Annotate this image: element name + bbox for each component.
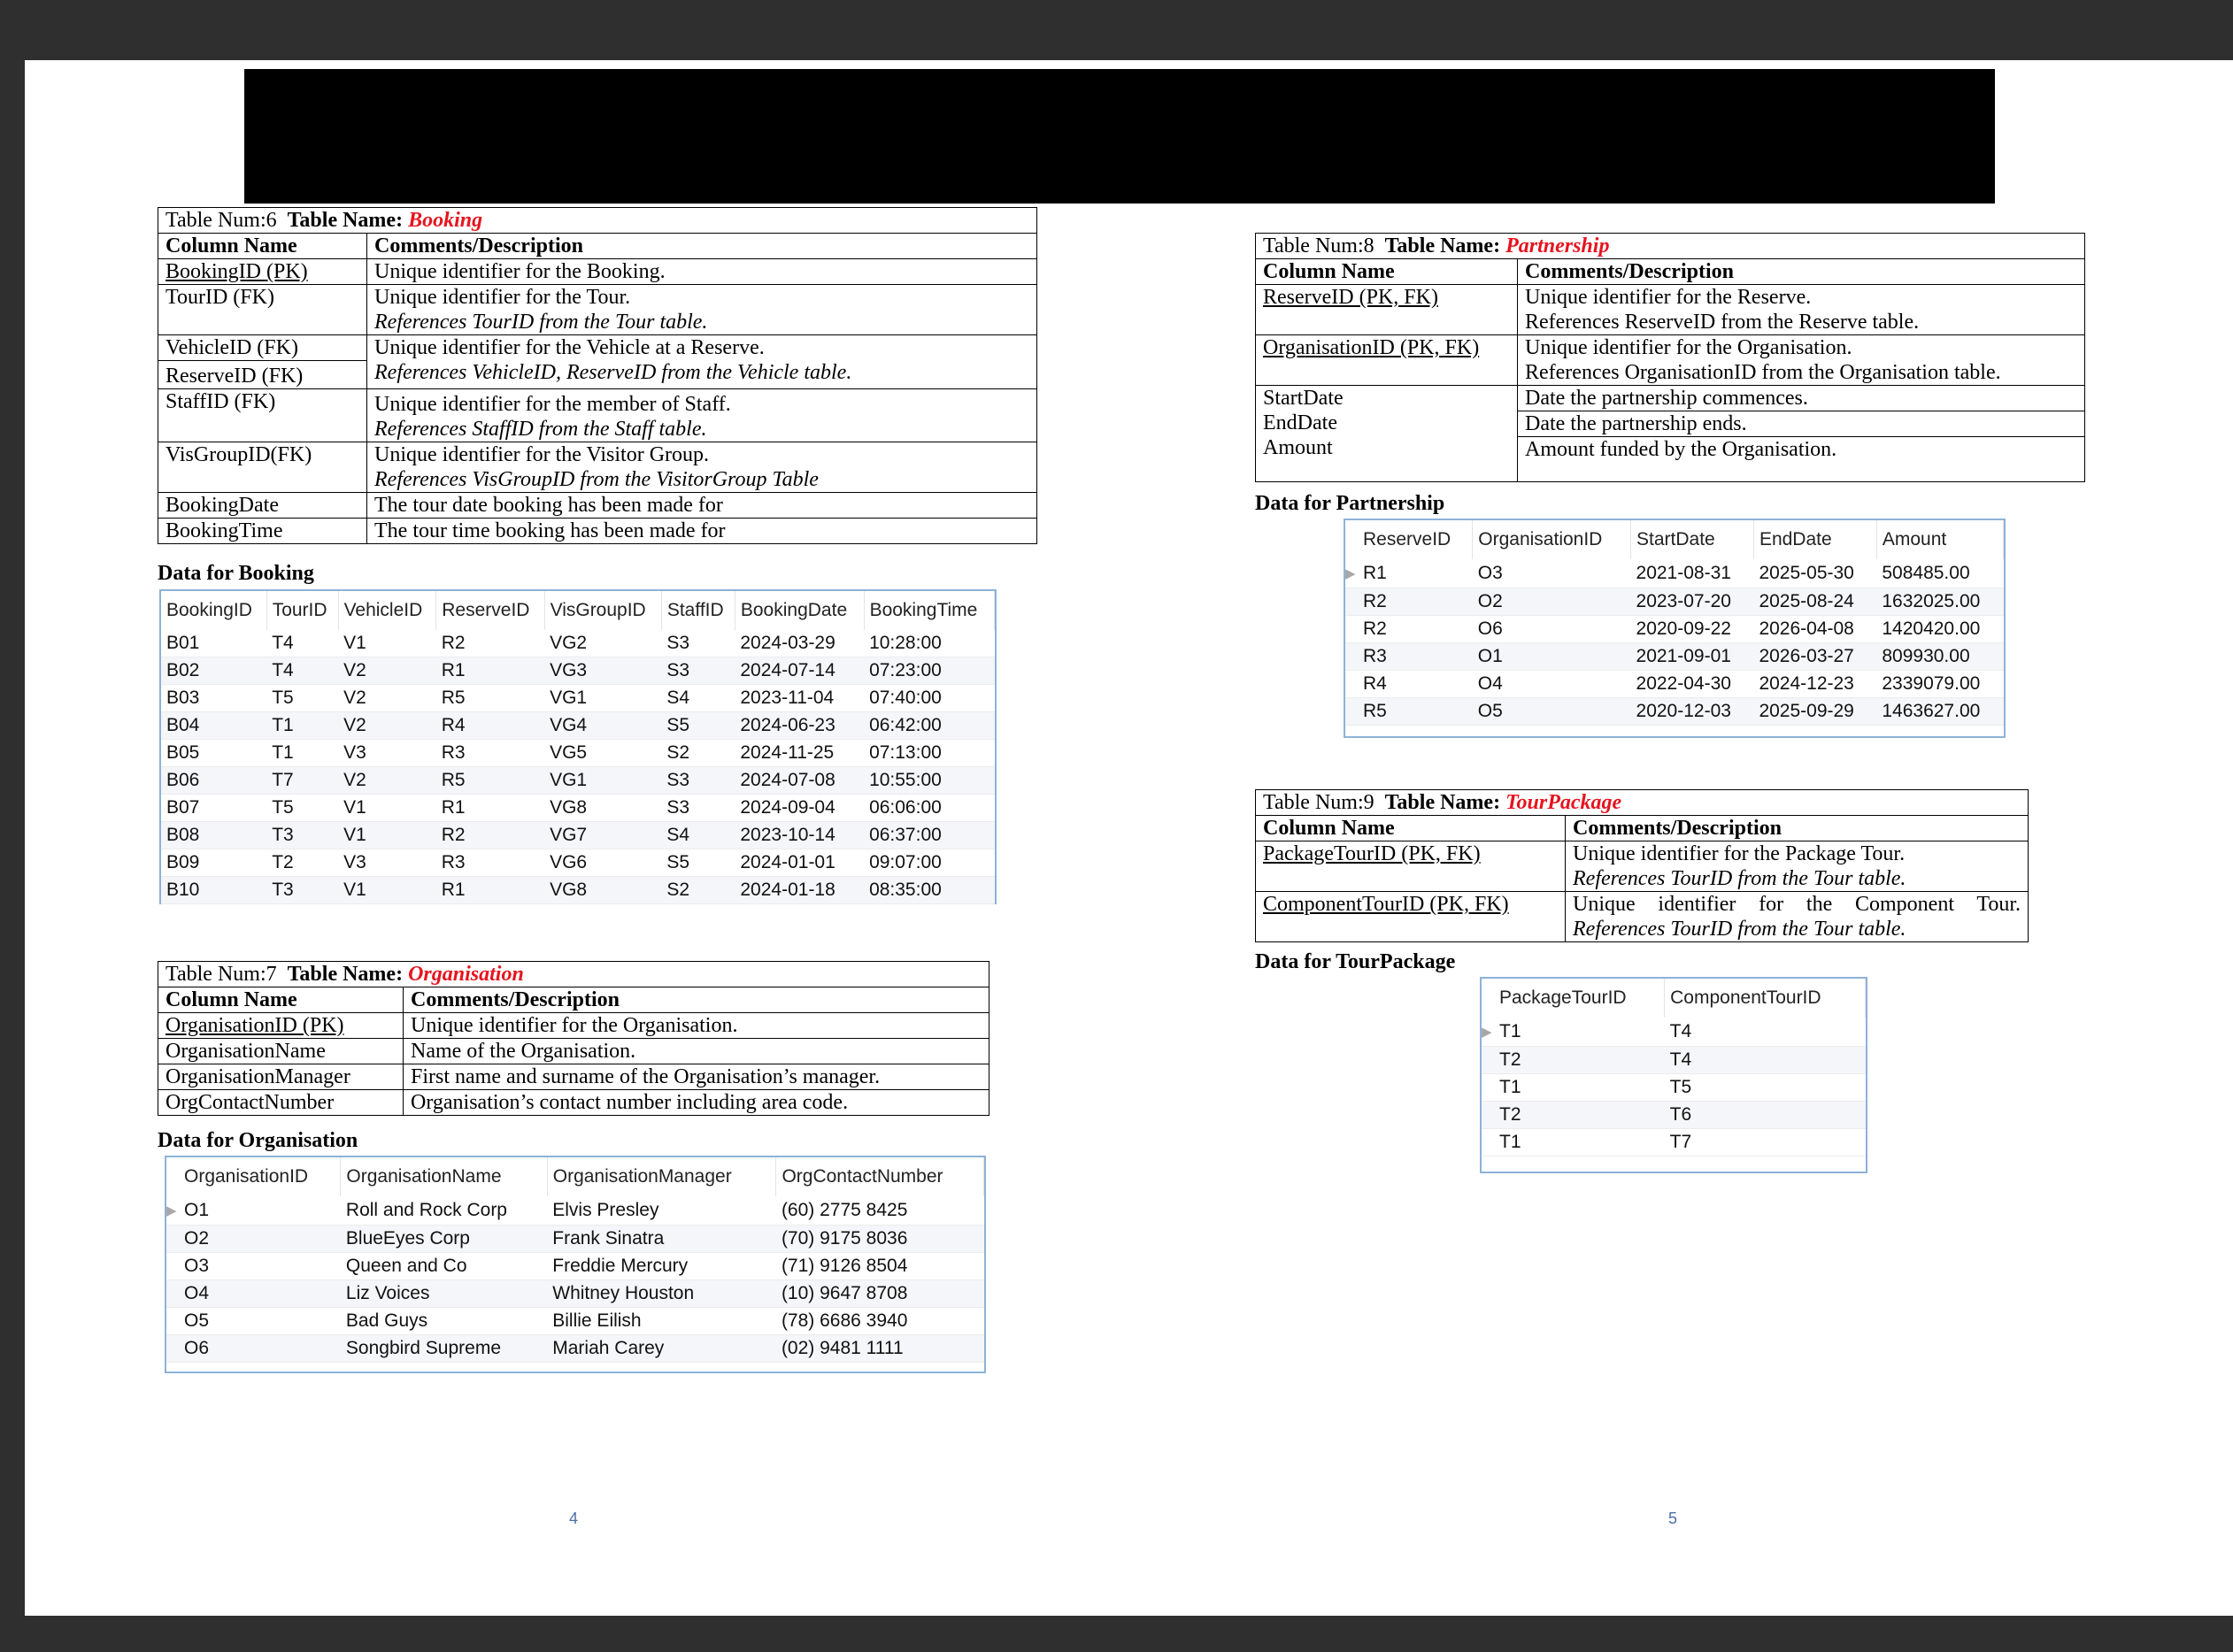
- description-cell: Unique identifier for the Reserve. References ReserveID from the Reserve table.: [1518, 285, 2085, 335]
- grid-cell: T1: [272, 742, 294, 763]
- grid-cell: V1: [343, 880, 366, 900]
- grid-cell: 06:37:00: [869, 825, 942, 845]
- booking-data-label: Data for Booking: [158, 562, 314, 585]
- grid-column-header[interactable]: BookingDate: [735, 591, 864, 630]
- grid-cell: Frank Sinatra: [552, 1228, 665, 1249]
- grid-cell: S5: [666, 852, 690, 872]
- grid-cell: VG5: [550, 742, 588, 763]
- row-selector: [1482, 1129, 1494, 1156]
- grid-cell: V2: [343, 770, 366, 790]
- grid-cell: T7: [1669, 1132, 1692, 1152]
- triangle-right-icon: ▶: [1482, 1025, 1492, 1040]
- grid-cell: O4: [184, 1283, 210, 1303]
- grid-cell: S3: [666, 770, 690, 790]
- booking-schema-table: [158, 207, 1037, 544]
- grid-column-header[interactable]: TourID: [266, 591, 338, 630]
- grid-cell: VG2: [550, 633, 588, 653]
- grid-cell: R1: [441, 797, 466, 818]
- grid-cell: R2: [1363, 619, 1387, 639]
- row-selector: [1482, 1102, 1494, 1129]
- table-name: TourPackage: [1505, 791, 1622, 814]
- grid-row[interactable]: [1482, 1047, 1866, 1074]
- column-name-cell: VisGroupID(FK): [158, 442, 367, 493]
- column-name-cell: ReserveID (FK): [158, 361, 367, 389]
- grid-column-header[interactable]: StaffID: [661, 591, 735, 630]
- column-name-cell: VehicleID (FK): [158, 335, 367, 361]
- description-cell: First name and surname of the Organisation’s manager.: [404, 1064, 989, 1090]
- grid-column-header[interactable]: Amount: [1876, 520, 2003, 559]
- grid-cell: B06: [166, 770, 200, 790]
- description-cell: The tour time booking has been made for: [367, 519, 1037, 544]
- grid-cell: 2020-09-22: [1636, 619, 1731, 639]
- grid-cell: 2021-08-31: [1636, 563, 1731, 583]
- grid-cell: R5: [441, 688, 466, 708]
- grid-cell: 2024-12-23: [1759, 673, 1854, 694]
- description-cell: Amount funded by the Organisation.: [1518, 437, 2085, 482]
- grid-row[interactable]: [166, 1308, 984, 1335]
- grid-cell: T1: [1499, 1077, 1521, 1097]
- grid-cell: Queen and Co: [345, 1256, 467, 1276]
- grid-cell: 2020-12-03: [1636, 701, 1731, 721]
- column-header: Comments/Description: [404, 987, 989, 1013]
- grid-cell: 2024-07-08: [740, 770, 835, 790]
- grid-column-header[interactable]: ComponentTourID: [1665, 979, 1866, 1018]
- grid-row[interactable]: [166, 1253, 984, 1280]
- grid-cell: V2: [343, 660, 366, 680]
- grid-cell: 809930.00: [1882, 646, 1970, 666]
- grid-cell: (78) 6686 3940: [781, 1310, 908, 1331]
- grid-row[interactable]: [161, 822, 995, 849]
- row-selector: [1345, 698, 1358, 726]
- grid-cell: S3: [666, 660, 690, 680]
- grid-cell: O3: [1477, 563, 1503, 583]
- grid-row[interactable]: [1345, 616, 2004, 643]
- tourpackage-data-grid: [1480, 977, 1867, 1173]
- grid-row[interactable]: [1482, 1018, 1866, 1047]
- grid-cell: O2: [184, 1228, 210, 1249]
- grid-cell: O1: [184, 1200, 210, 1220]
- grid-cell: (02) 9481 1111: [781, 1338, 904, 1358]
- booking-data-grid: [159, 589, 997, 904]
- grid-cell: S4: [666, 825, 690, 845]
- grid-cell: 2024-01-18: [740, 880, 835, 900]
- grid-cell: T4: [1669, 1049, 1692, 1070]
- grid-row[interactable]: [1482, 1102, 1866, 1129]
- grid-row[interactable]: [1345, 588, 2004, 616]
- grid-row[interactable]: [1482, 1074, 1866, 1102]
- grid-row[interactable]: [161, 685, 995, 712]
- grid-row[interactable]: [161, 767, 995, 795]
- grid-cell: V2: [343, 715, 366, 735]
- grid-cell: R1: [441, 660, 466, 680]
- description-cell: Name of the Organisation.: [404, 1039, 989, 1064]
- grid-cell: VG4: [550, 715, 588, 735]
- grid-cell: T1: [1499, 1021, 1521, 1041]
- grid-column-header[interactable]: OrganisationID: [1473, 520, 1631, 559]
- grid-column-header[interactable]: OrganisationName: [341, 1157, 547, 1196]
- row-selector: [1345, 671, 1358, 698]
- grid-cell: Elvis Presley: [552, 1200, 659, 1220]
- tourpackage-data-label: Data for TourPackage: [1255, 950, 1456, 973]
- grid-cell: 10:28:00: [869, 633, 942, 653]
- row-selector: [1482, 1047, 1494, 1074]
- triangle-right-icon: ▶: [166, 1203, 177, 1218]
- grid-row[interactable]: [161, 630, 995, 657]
- grid-cell: 1420420.00: [1882, 619, 1981, 639]
- row-selector: [1345, 643, 1358, 671]
- grid-cell: VG8: [550, 880, 588, 900]
- grid-cell: (10) 9647 8708: [781, 1283, 908, 1303]
- column-header: Column Name: [1256, 816, 1566, 841]
- row-selector: [166, 1280, 179, 1308]
- grid-cell: 1632025.00: [1882, 591, 1981, 611]
- description-cell: Unique identifier for the Package Tour. References TourID from the Tour table.: [1566, 841, 2029, 892]
- column-header: Comments/Description: [1518, 259, 2085, 285]
- column-name-cell: PackageTourID (PK, FK): [1256, 841, 1566, 892]
- description-cell: Unique identifier for the Organisation.: [404, 1013, 989, 1039]
- grid-cell: B09: [166, 852, 200, 872]
- row-selector: [1345, 616, 1358, 643]
- grid-row[interactable]: [161, 657, 995, 685]
- grid-cell: B03: [166, 688, 200, 708]
- description-cell: The tour date booking has been made for: [367, 493, 1037, 519]
- row-selector: [166, 1226, 179, 1253]
- grid-cell: 07:23:00: [869, 660, 942, 680]
- column-header: Comments/Description: [367, 234, 1037, 259]
- grid-row[interactable]: [161, 877, 995, 904]
- grid-cell: V1: [343, 633, 366, 653]
- description-cell: Unique identifier for the member of Staff. References StaffID from the Staff table.: [367, 389, 1037, 442]
- grid-cell: T1: [1499, 1132, 1521, 1152]
- grid-cell: VG7: [550, 825, 588, 845]
- grid-row[interactable]: [1482, 1129, 1866, 1156]
- grid-row[interactable]: [161, 712, 995, 740]
- grid-cell: 2024-06-23: [740, 715, 835, 735]
- grid-cell: O6: [1477, 619, 1503, 639]
- column-name-cell: OrganisationID (PK): [158, 1013, 404, 1039]
- grid-cell: 2024-11-25: [740, 742, 835, 763]
- grid-cell: 2025-05-30: [1759, 563, 1854, 583]
- description-cell: Unique identifier for the Booking.: [367, 259, 1037, 285]
- grid-cell: Billie Eilish: [552, 1310, 642, 1331]
- description-cell: Unique identifier for the Tour. References TourID from the Tour table.: [367, 285, 1037, 335]
- grid-row[interactable]: [1345, 643, 2004, 671]
- organisation-data-label: Data for Organisation: [158, 1129, 358, 1152]
- grid-column-header[interactable]: ReserveID: [436, 591, 544, 630]
- grid-cell: S2: [666, 880, 690, 900]
- grid-cell: 06:42:00: [869, 715, 942, 735]
- row-selector: [1482, 1074, 1494, 1102]
- description-cell: Date the partnership ends.: [1518, 411, 2085, 437]
- grid-cell: 2024-01-01: [740, 852, 835, 872]
- grid-cell: 2026-03-27: [1759, 646, 1854, 666]
- description-cell: Organisation’s contact number including area code.: [404, 1090, 989, 1116]
- grid-cell: T6: [1669, 1104, 1692, 1125]
- grid-cell: 08:35:00: [869, 880, 942, 900]
- column-header: Column Name: [158, 234, 367, 259]
- grid-cell: Bad Guys: [345, 1310, 428, 1331]
- grid-cell: T5: [1669, 1077, 1692, 1097]
- grid-row[interactable]: [1345, 698, 2004, 726]
- partnership-data-grid: [1344, 519, 2006, 738]
- grid-cell: BlueEyes Corp: [345, 1228, 470, 1249]
- column-name-cell: TourID (FK): [158, 285, 367, 335]
- organisation-data-grid: [165, 1156, 986, 1373]
- grid-cell: 07:13:00: [869, 742, 942, 763]
- grid-column-header[interactable]: OrganisationID: [179, 1157, 341, 1196]
- grid-row[interactable]: [161, 795, 995, 822]
- grid-row[interactable]: [161, 740, 995, 767]
- grid-cell: 2023-10-14: [740, 825, 835, 845]
- tourpackage-schema-table: [1255, 789, 2029, 942]
- grid-cell: V3: [343, 852, 366, 872]
- grid-cell: 2023-07-20: [1636, 591, 1731, 611]
- grid-cell: R4: [441, 715, 466, 735]
- grid-column-header[interactable]: VehicleID: [338, 591, 436, 630]
- grid-cell: B05: [166, 742, 200, 763]
- grid-cell: R1: [1363, 563, 1387, 583]
- column-name-cell: BookingDate: [158, 493, 367, 519]
- grid-cell: 2025-09-29: [1759, 701, 1854, 721]
- column-name-cell: BookingID (PK): [158, 259, 367, 285]
- grid-cell: (71) 9126 8504: [781, 1256, 908, 1276]
- column-name-cell: ReserveID (PK, FK): [1256, 285, 1518, 335]
- grid-cell: S2: [666, 742, 690, 763]
- grid-cell: 2026-04-08: [1759, 619, 1854, 639]
- grid-cell: VG6: [550, 852, 588, 872]
- grid-column-header[interactable]: StartDate: [1631, 520, 1754, 559]
- grid-row[interactable]: [1345, 671, 2004, 698]
- table-caption: Table Num:8 Table Name: Partnership: [1256, 234, 2085, 259]
- grid-cell: VG1: [550, 770, 588, 790]
- grid-cell: Whitney Houston: [552, 1283, 695, 1303]
- grid-cell: T3: [272, 880, 294, 900]
- grid-cell: T2: [1499, 1049, 1521, 1070]
- grid-cell: (70) 9175 8036: [781, 1228, 908, 1249]
- grid-cell: T4: [1669, 1021, 1692, 1041]
- page-number-right: 5: [1668, 1510, 1678, 1527]
- grid-cell: R3: [1363, 646, 1387, 666]
- row-selector-header: [1345, 520, 1358, 559]
- grid-cell: 06:06:00: [869, 797, 942, 818]
- table-name: Organisation: [408, 963, 524, 986]
- grid-cell: R4: [1363, 673, 1387, 694]
- grid-cell: 2021-09-01: [1636, 646, 1731, 666]
- grid-cell: B08: [166, 825, 200, 845]
- grid-cell: 2339079.00: [1882, 673, 1981, 694]
- grid-row[interactable]: [161, 849, 995, 877]
- column-name-cell: OrganisationName: [158, 1039, 404, 1064]
- grid-cell: R2: [1363, 591, 1387, 611]
- grid-cell: 2022-04-30: [1636, 673, 1731, 694]
- grid-column-header[interactable]: VisGroupID: [544, 591, 661, 630]
- grid-cell: V1: [343, 797, 366, 818]
- grid-row[interactable]: [166, 1226, 984, 1253]
- column-name-cell: BookingTime: [158, 519, 367, 544]
- grid-cell: T1: [272, 715, 294, 735]
- grid-cell: R1: [441, 880, 466, 900]
- column-name-cell: OrgContactNumber: [158, 1090, 404, 1116]
- column-name-cell: OrganisationManager: [158, 1064, 404, 1090]
- column-header: Comments/Description: [1566, 816, 2029, 841]
- grid-cell: O1: [1477, 646, 1503, 666]
- description-cell: Unique identifier for the Vehicle at a Reserve. References VehicleID, ReserveID from the Vehicle table.: [367, 335, 1037, 389]
- row-selector-header: [166, 1157, 179, 1196]
- column-name-cell: OrganisationID (PK, FK): [1256, 335, 1518, 386]
- grid-cell: B01: [166, 633, 200, 653]
- grid-cell: 2025-08-24: [1759, 591, 1854, 611]
- grid-cell: T4: [272, 660, 294, 680]
- grid-cell: S4: [666, 688, 690, 708]
- grid-cell: 508485.00: [1882, 563, 1970, 583]
- grid-cell: B07: [166, 797, 200, 818]
- grid-cell: VG8: [550, 797, 588, 818]
- table-caption: Table Num:6 Table Name: Booking: [158, 208, 1037, 234]
- grid-cell: V1: [343, 825, 366, 845]
- description-cell: Unique identifier for the Organisation. References OrganisationID from the Organisation table.: [1518, 335, 2085, 386]
- column-header: Column Name: [158, 987, 404, 1013]
- description-cell: Unique identifier for the Component Tour. References TourID from the Tour table.: [1566, 892, 2029, 942]
- row-selector: [166, 1253, 179, 1280]
- grid-cell: S3: [666, 797, 690, 818]
- grid-cell: B04: [166, 715, 200, 735]
- grid-cell: R3: [441, 742, 466, 763]
- row-selector: [166, 1335, 179, 1363]
- partnership-data-label: Data for Partnership: [1255, 492, 1445, 515]
- grid-row[interactable]: [166, 1335, 984, 1363]
- grid-cell: T7: [272, 770, 294, 790]
- grid-cell: 10:55:00: [869, 770, 942, 790]
- row-selector-header: [1482, 979, 1494, 1018]
- grid-cell: 2024-03-29: [740, 633, 835, 653]
- grid-cell: R5: [1363, 701, 1387, 721]
- grid-cell: V3: [343, 742, 366, 763]
- grid-cell: Songbird Supreme: [345, 1338, 502, 1358]
- row-selector: [166, 1308, 179, 1335]
- grid-cell: V2: [343, 688, 366, 708]
- grid-cell: Liz Voices: [345, 1283, 430, 1303]
- grid-cell: Mariah Carey: [552, 1338, 665, 1358]
- grid-cell: 09:07:00: [869, 852, 942, 872]
- organisation-schema-table: [158, 961, 989, 1116]
- redacted-header-block: [244, 69, 1995, 204]
- grid-cell: B10: [166, 880, 200, 900]
- grid-column-header[interactable]: OrgContactNumber: [776, 1157, 984, 1196]
- grid-cell: 2024-07-14: [740, 660, 835, 680]
- description-cell: Date the partnership commences.: [1518, 386, 2085, 411]
- page-number-left: 4: [569, 1510, 579, 1527]
- grid-cell: O4: [1477, 673, 1503, 694]
- grid-cell: R5: [441, 770, 466, 790]
- grid-cell: T3: [272, 825, 294, 845]
- grid-cell: T5: [272, 688, 294, 708]
- grid-cell: Freddie Mercury: [552, 1256, 689, 1276]
- grid-cell: O5: [1477, 701, 1503, 721]
- grid-cell: S5: [666, 715, 690, 735]
- grid-cell: Roll and Rock Corp: [345, 1200, 507, 1220]
- column-name-cell: StartDate EndDate Amount: [1256, 386, 1518, 482]
- column-name-cell: StaffID (FK): [158, 389, 367, 442]
- grid-cell: T4: [272, 633, 294, 653]
- grid-row[interactable]: [166, 1280, 984, 1308]
- grid-cell: T5: [272, 797, 294, 818]
- column-name-cell: ComponentTourID (PK, FK): [1256, 892, 1566, 942]
- grid-cell: O2: [1477, 591, 1503, 611]
- grid-cell: S3: [666, 633, 690, 653]
- grid-cell: R2: [441, 633, 466, 653]
- grid-cell: (60) 2775 8425: [781, 1200, 908, 1220]
- grid-cell: T2: [272, 852, 294, 872]
- grid-cell: R2: [441, 825, 466, 845]
- table-caption: Table Num:9 Table Name: TourPackage: [1256, 790, 2029, 816]
- grid-column-header[interactable]: BookingID: [161, 591, 266, 630]
- grid-cell: VG3: [550, 660, 588, 680]
- grid-cell: B02: [166, 660, 200, 680]
- grid-row[interactable]: [166, 1196, 984, 1226]
- partnership-schema-table: [1255, 233, 2085, 482]
- grid-cell: O6: [184, 1338, 210, 1358]
- table-caption: Table Num:7 Table Name: Organisation: [158, 962, 989, 987]
- grid-cell: O5: [184, 1310, 210, 1331]
- grid-column-header[interactable]: BookingTime: [864, 591, 994, 630]
- grid-column-header[interactable]: EndDate: [1753, 520, 1876, 559]
- grid-column-header[interactable]: ReserveID: [1358, 520, 1473, 559]
- grid-cell: T2: [1499, 1104, 1521, 1125]
- row-selector: [1345, 588, 1358, 616]
- grid-column-header[interactable]: OrganisationManager: [547, 1157, 776, 1196]
- grid-cell: 2024-09-04: [740, 797, 835, 818]
- grid-cell: 2023-11-04: [740, 688, 835, 708]
- grid-cell: VG1: [550, 688, 588, 708]
- table-name: Partnership: [1505, 234, 1610, 257]
- description-cell: Unique identifier for the Visitor Group. References VisGroupID from the VisitorGroup Table: [367, 442, 1037, 493]
- grid-cell: 1463627.00: [1882, 701, 1981, 721]
- triangle-right-icon: ▶: [1345, 566, 1356, 581]
- table-name: Booking: [408, 209, 483, 232]
- grid-cell: 07:40:00: [869, 688, 942, 708]
- grid-cell: O3: [184, 1256, 210, 1276]
- column-header: Column Name: [1256, 259, 1518, 285]
- grid-row[interactable]: [1345, 559, 2004, 588]
- grid-cell: R3: [441, 852, 466, 872]
- grid-column-header[interactable]: PackageTourID: [1494, 979, 1665, 1018]
